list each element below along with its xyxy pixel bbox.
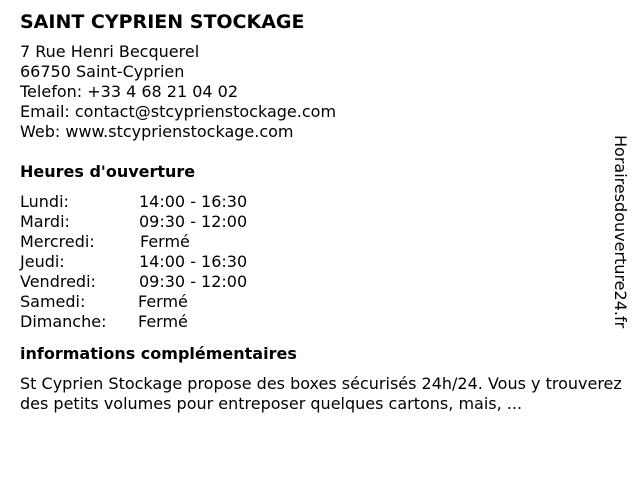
hours-time-value: 14:00 - 16:30 xyxy=(139,192,248,211)
hours-heading: Heures d'ouverture xyxy=(20,162,196,181)
hours-day-label: Mardi: xyxy=(20,212,70,231)
business-name: SAINT CYPRIEN STOCKAGE xyxy=(20,11,305,33)
hours-row-friday xyxy=(20,272,620,292)
email-address: Email: contact@stcyprienstockage.com xyxy=(20,102,337,121)
hours-time-value: Fermé xyxy=(140,232,190,251)
hours-time-value: Fermé xyxy=(138,312,188,331)
phone-number: Telefon: +33 4 68 21 04 02 xyxy=(20,82,239,101)
hours-time-value: Fermé xyxy=(138,292,188,311)
hours-row-tuesday xyxy=(20,212,620,232)
hours-day-label: Vendredi: xyxy=(20,272,96,291)
info-heading: informations complémentaires xyxy=(20,344,297,363)
hours-row-saturday xyxy=(20,292,620,312)
hours-day-label: Samedi: xyxy=(20,292,86,311)
hours-day-label: Jeudi: xyxy=(20,252,65,271)
hours-row-thursday xyxy=(20,252,620,272)
hours-time-value: 14:00 - 16:30 xyxy=(139,252,248,271)
hours-time-value: 09:30 - 12:00 xyxy=(139,272,248,291)
contact-block xyxy=(20,42,620,142)
city-address: 66750 Saint-Cyprien xyxy=(20,62,185,81)
hours-row-sunday xyxy=(20,312,620,332)
hours-day-label: Dimanche: xyxy=(20,312,107,331)
street-address: 7 Rue Henri Becquerel xyxy=(20,42,200,61)
info-description: St Cyprien Stockage propose des boxes sécurisés 24h/24. Vous y trouverez des petits volumes pour entreposer quelques cartons, mais, ... xyxy=(20,374,622,413)
hours-day-label: Mercredi: xyxy=(20,232,95,251)
watermark-label: Horairesdouverture24.fr xyxy=(611,135,630,329)
business-card xyxy=(20,10,620,414)
website-address: Web: www.stcyprienstockage.com xyxy=(20,122,294,141)
hours-day-label: Lundi: xyxy=(20,192,69,211)
hours-time-value: 09:30 - 12:00 xyxy=(139,212,248,231)
hours-table xyxy=(20,192,620,332)
hours-row-monday xyxy=(20,192,620,212)
hours-row-wednesday xyxy=(20,232,620,252)
